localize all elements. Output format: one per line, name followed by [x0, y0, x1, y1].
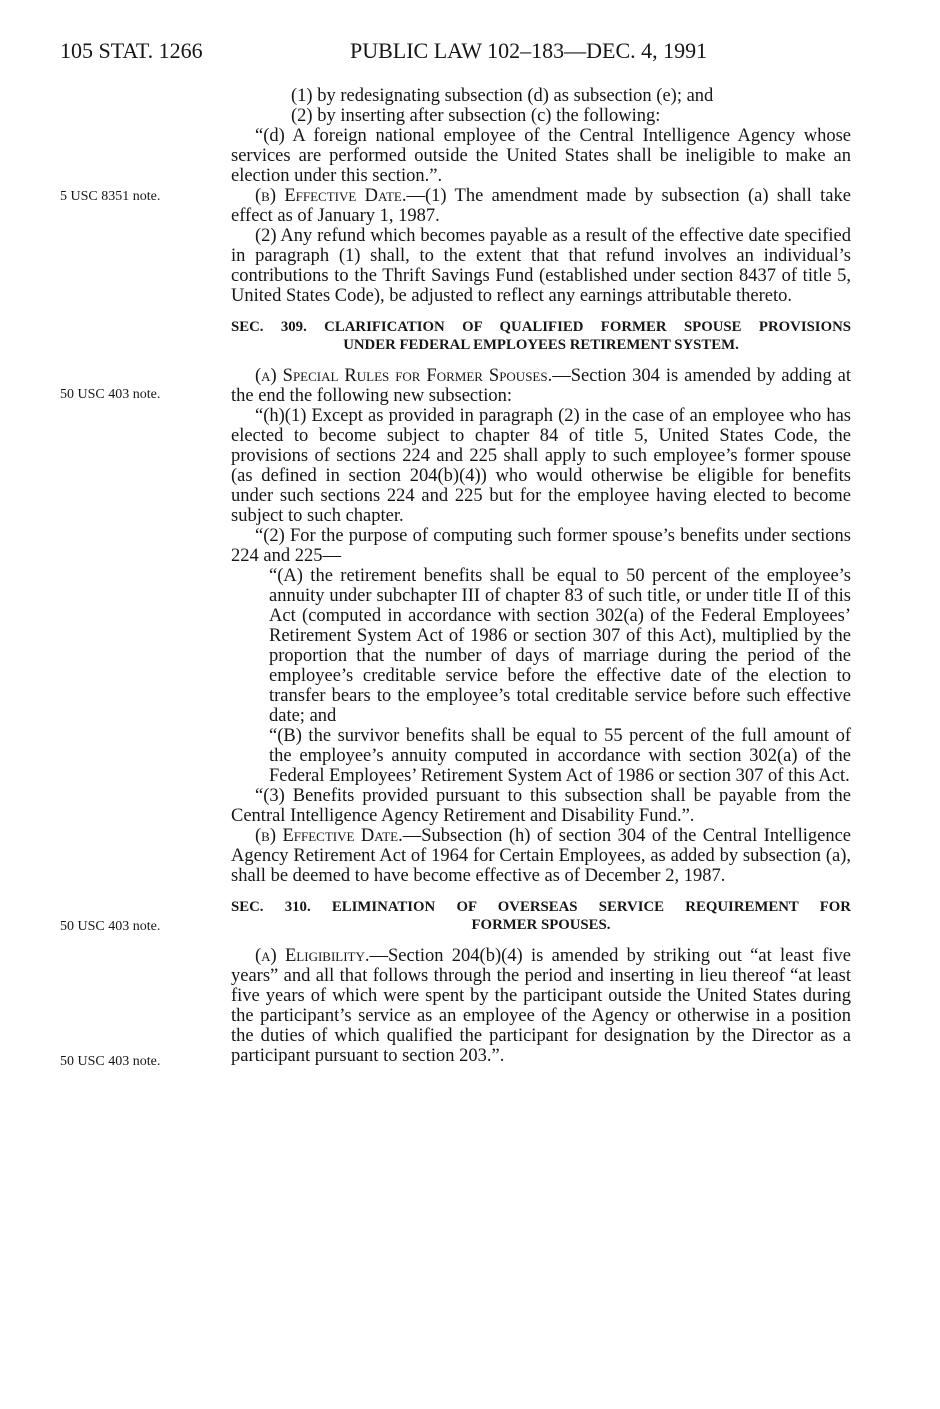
paragraph-label: (a) Special Rules for Former Spouses.: [255, 366, 553, 386]
section-heading-line: UNDER FEDERAL EMPLOYEES RETIREMENT SYSTEM.: [343, 337, 739, 353]
section-heading-line: SEC. 309. CLARIFICATION OF QUALIFIED FORMER SPOUSE PROVISIONS: [231, 319, 851, 335]
paragraph: [231, 946, 851, 1066]
paragraph: [231, 826, 851, 886]
margin-note: 50 USC 403 note.: [60, 919, 161, 934]
document-body: [231, 86, 851, 1066]
paragraph-label: (a) Eligibility.: [255, 946, 370, 966]
paragraph-label: (b) Effective Date.: [255, 826, 403, 846]
section-heading-line: SEC. 310. ELIMINATION OF OVERSEAS SERVICE REQUIREMENT FOR: [231, 899, 851, 915]
paragraph: (2) by inserting after subsection (c) the following:: [291, 106, 661, 126]
running-head: PUBLIC LAW 102–183—DEC. 4, 1991: [350, 38, 708, 63]
paragraph: “(2) For the purpose of computing such former spouse’s benefits under sections 224 and 225—: [231, 526, 851, 566]
margin-note: 5 USC 8351 note.: [60, 189, 161, 204]
paragraph: “(A) the retirement benefits shall be equal to 50 percent of the employee’s annuity under subchapter III of chapter 83 of such title, or under title II of this Act (computed in accordance with section 302(a) of the Federal Employees’ Retirement System Act of 1986 or section 307 of this Act), multiplied by the proportion that the number of days of marriage during the period of the employee’s creditable service before the effective date of the election to transfer bears to the employee’s total creditable service before such effective date; and: [269, 566, 851, 726]
section-heading: [231, 318, 851, 354]
paragraph-text: —Section 204(b)(4) is amended by striking out “at least five years” and all that follows through the period and inserting in lieu thereof “at least five years of which were spent by the participant outside the United States during the participant’s service as an employee of the Agency or otherwise in a position the duties of which qualified the participant for designation by the Director as a participant pursuant to section 203.”.: [231, 946, 851, 1066]
paragraph: (1) by redesignating subsection (d) as subsection (e); and: [291, 86, 714, 106]
paragraph-text: —Subsection (h) of section 304 of the Central Intelligence Agency Retirement Act of 1964 for Certain Employees, as added by subsection (a), shall be deemed to have become effective as of December 2, 1987.: [231, 826, 851, 886]
paragraph: “(h)(1) Except as provided in paragraph (2) in the case of an employee who has elected to become subject to chapter 84 of title 5, United States Code, the provisions of sections 224 and 225 shall apply to such employee’s former spouse (as defined in section 204(b)(4)) who would otherwise be eligible for benefits under such sections 224 and 225 but for the employee having elected to become subject to such chapter.: [231, 406, 851, 526]
margin-note: 50 USC 403 note.: [60, 387, 161, 402]
paragraph: “(3) Benefits provided pursuant to this subsection shall be payable from the Central Intelligence Agency Retirement and Disability Fund.”.: [231, 786, 851, 826]
paragraph-label: (b) Effective Date.: [255, 186, 407, 206]
section-heading: [231, 898, 851, 934]
paragraph-text: —(1) The amendment made by subsection (a) shall take effect as of January 1, 1987.: [231, 186, 851, 226]
paragraph: “(B) the survivor benefits shall be equal to 55 percent of the full amount of the employee’s annuity computed in accordance with section 302(a) of the Federal Employees’ Retirement System Act of 1986 or section 307 of this Act.: [269, 726, 851, 786]
paragraph: [231, 366, 851, 406]
margin-note: 50 USC 403 note.: [60, 1054, 161, 1069]
paragraph: “(d) A foreign national employee of the Central Intelligence Agency whose services are performed outside the United States shall be ineligible to make an election under this section.”.: [231, 126, 851, 186]
paragraph-text: —Section 304 is amended by adding at the end the following new subsection:: [231, 366, 852, 406]
section-heading-line: FORMER SPOUSES.: [471, 917, 611, 933]
paragraph: (2) Any refund which becomes payable as a result of the effective date specified in paragraph (1) shall, to the extent that that refund involves an individual’s contributions to the Thrift Savings Fund (established under section 8437 of title 5, United States Code), be adjusted to reflect any earnings attributable thereto.: [231, 226, 851, 306]
paragraph: [231, 186, 851, 226]
statute-page-number: 105 STAT. 1266: [60, 38, 203, 63]
